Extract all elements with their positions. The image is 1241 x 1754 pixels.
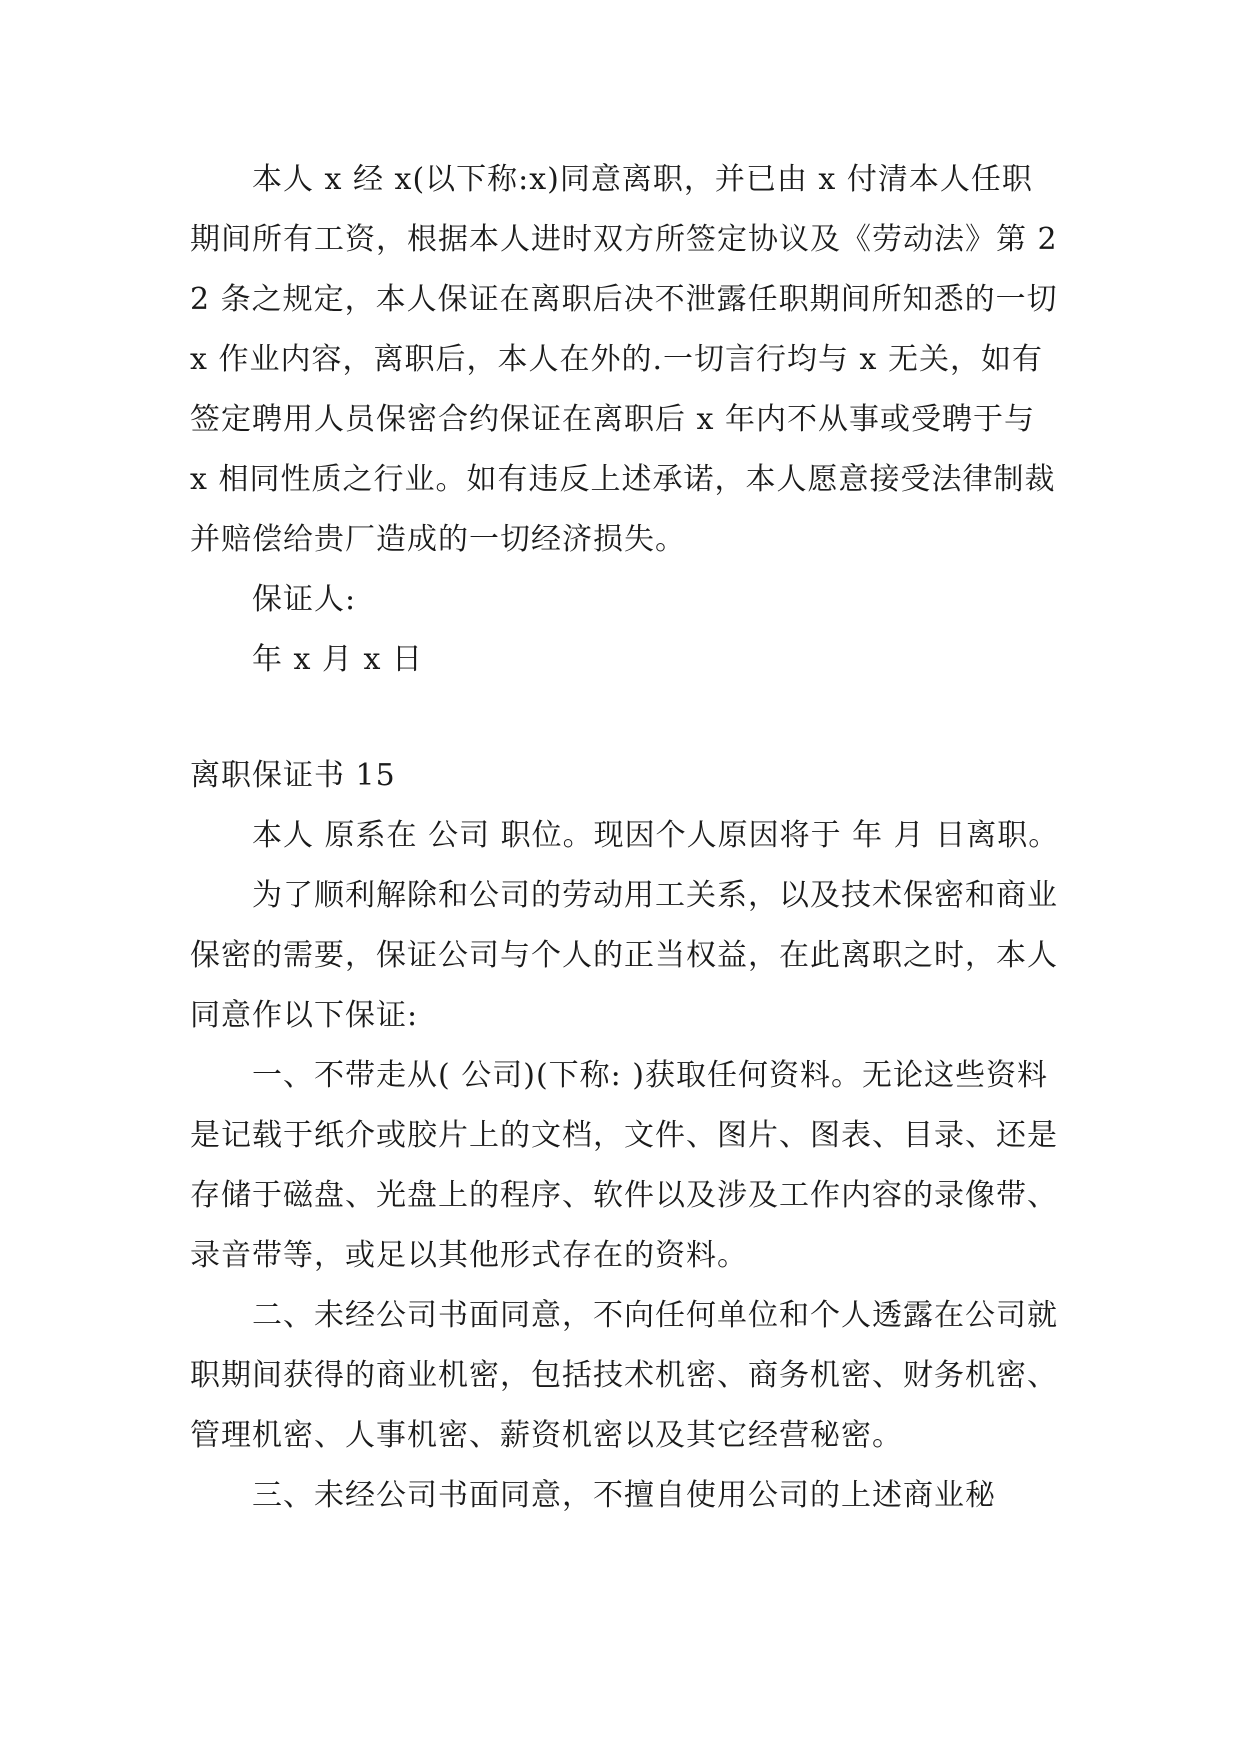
clause-one: 一、不带走从( 公司)(下称: )获取任何资料。无论这些资料是记载于纸介或胶片上的文档，文件、图片、图表、目录、还是存储于磁盘、光盘上的程序、软件以及涉及工作内容的录像带、录音带等，或足以其他形式存在的资料。 — [190, 1058, 1058, 1273]
clause-two: 二、未经公司书面同意，不向任何单位和个人透露在公司就职期间获得的商业机密，包括技术机密、商务机密、财务机密、管理机密、人事机密、薪资机密以及其它经营秘密。 — [190, 1298, 1058, 1453]
clause-three: 三、未经公司书面同意，不擅自使用公司的上述商业秘 — [252, 1478, 996, 1513]
document-body — [190, 150, 1060, 1526]
purpose-paragraph: 为了顺利解除和公司的劳动用工关系，以及技术保密和商业保密的需要，保证公司与个人的正当权益，在此离职之时，本人同意作以下保证: — [190, 878, 1058, 1033]
resignation-statement: 本人 原系在 公司 职位。现因个人原因将于 年 月 日离职。 — [252, 818, 1060, 853]
guarantee-paragraph: 本人 x 经 x(以下称:x)同意离职，并已由 x 付清本人任职期间所有工资，根据本人进时双方所签定协议及《劳动法》第 22 条之规定，本人保证在离职后决不泄露任职期间所知悉的一切 x 作业内容，离职后，本人在外的.一切言行均与 x 无关，如有签定聘用人员保密合约保证在离职后 x 年内不从事或受聘于与 x 相同性质之行业。如有违反上述承诺，本人愿意接受法律制裁并赔偿给贵厂造成的一切经济损失。 — [190, 162, 1058, 557]
date-line: 年 x 月 x 日 — [252, 642, 423, 677]
guarantor-signature-line: 保证人: — [252, 582, 357, 617]
section-title: 离职保证书 15 — [190, 758, 396, 793]
